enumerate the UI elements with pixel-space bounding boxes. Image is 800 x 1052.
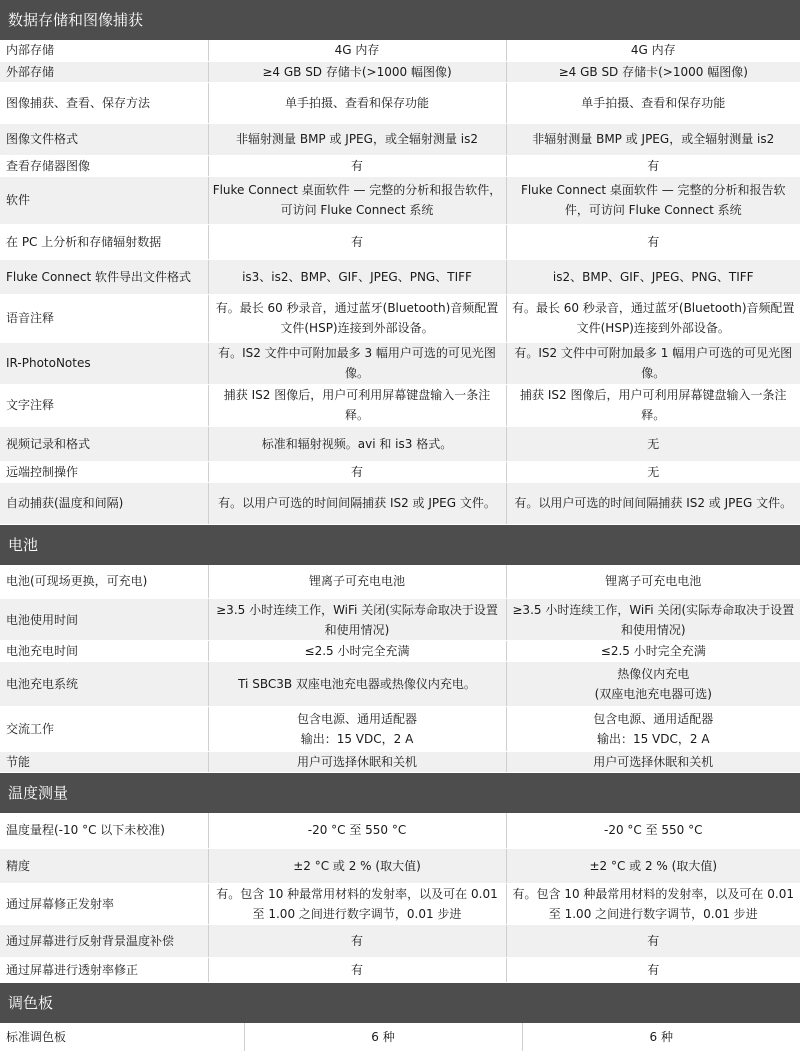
row-label: IR-PhotoNotes — [0, 342, 208, 384]
spec-table-storage — [0, 40, 800, 525]
table-row — [0, 641, 800, 662]
value-line: 输出：15 VDC，2 A — [213, 729, 502, 749]
value-model-a: 6 种 — [244, 1023, 522, 1052]
value-model-b: ≥3.5 小时连续工作，WiFi 关闭(实际寿命取决于设置和使用情况) — [506, 599, 800, 641]
table-row — [0, 752, 800, 773]
section-header-temperature: 温度测量 — [0, 773, 800, 813]
value-model-b: 非辐射测量 BMP 或 JPEG，或全辐射测量 is2 — [506, 123, 800, 155]
value-model-a: 单手拍摄、查看和保存功能 — [208, 82, 506, 123]
row-label: 通过屏幕修正发射率 — [0, 883, 208, 924]
row-label: 在 PC 上分析和存储辐射数据 — [0, 224, 208, 259]
value-model-b: Fluke Connect 桌面软件 — 完整的分析和报告软件，可访问 Fluke Connect 系统 — [506, 176, 800, 224]
row-label: 电池使用时间 — [0, 599, 208, 641]
value-model-a: 标准和辐射视频。avi 和 is3 格式。 — [208, 426, 506, 461]
value-model-a: Fluke Connect 桌面软件 — 完整的分析和报告软件，可访问 Fluke Connect 系统 — [208, 176, 506, 224]
value-model-b: ≥4 GB SD 存储卡(>1000 幅图像) — [506, 61, 800, 82]
value-model-a: ≤2.5 小时完全充满 — [208, 641, 506, 662]
table-row — [0, 294, 800, 342]
table-row — [0, 662, 800, 707]
value-model-a: is3、is2、BMP、GIF、JPEG、PNG、TIFF — [208, 259, 506, 294]
value-model-a: 有 — [208, 461, 506, 482]
value-model-b: 用户可选择休眠和关机 — [506, 752, 800, 773]
value-model-b — [506, 662, 800, 707]
table-row — [0, 813, 800, 848]
value-line: 包含电源、通用适配器 — [511, 709, 797, 729]
value-model-a: 有 — [208, 155, 506, 176]
value-model-a: ≥4 GB SD 存储卡(>1000 幅图像) — [208, 61, 506, 82]
value-model-a — [208, 707, 506, 752]
table-row — [0, 176, 800, 224]
value-model-a: 锂离子可充电电池 — [208, 565, 506, 599]
value-line: 热像仪内充电 — [511, 664, 797, 684]
value-model-a: ≥3.5 小时连续工作，WiFi 关闭(实际寿命取决于设置和使用情况) — [208, 599, 506, 641]
value-model-a: 有。最长 60 秒录音，通过蓝牙(Bluetooth)音频配置文件(HSP)连接到外部设备。 — [208, 294, 506, 342]
table-row — [0, 565, 800, 599]
value-model-b: 无 — [506, 461, 800, 482]
value-model-b: 有 — [506, 957, 800, 982]
row-label: 通过屏幕进行透射率修正 — [0, 957, 208, 982]
row-label: 语音注释 — [0, 294, 208, 342]
value-model-b: 单手拍摄、查看和保存功能 — [506, 82, 800, 123]
value-model-a: 捕获 IS2 图像后，用户可利用屏幕键盘输入一条注释。 — [208, 384, 506, 426]
value-model-a: 有 — [208, 957, 506, 982]
row-label: 电池(可现场更换，可充电) — [0, 565, 208, 599]
value-model-b: 有。以用户可选的时间间隔捕获 IS2 或 JPEG 文件。 — [506, 482, 800, 524]
row-label: 查看存储器图像 — [0, 155, 208, 176]
table-row — [0, 259, 800, 294]
value-model-b: is2、BMP、GIF、JPEG、PNG、TIFF — [506, 259, 800, 294]
value-model-b: 有。IS2 文件中可附加最多 1 幅用户可选的可见光图像。 — [506, 342, 800, 384]
value-line: (双座电池充电器可选) — [511, 684, 797, 704]
table-row — [0, 384, 800, 426]
value-model-b: 有。包含 10 种最常用材料的发射率，以及可在 0.01 至 1.00 之间进行数字调节，0.01 步进 — [506, 883, 800, 924]
value-model-a: 有 — [208, 224, 506, 259]
section-header-storage: 数据存储和图像捕获 — [0, 0, 800, 40]
table-row — [0, 482, 800, 524]
value-line: 包含电源、通用适配器 — [213, 709, 502, 729]
table-row — [0, 224, 800, 259]
row-label: 电池充电时间 — [0, 641, 208, 662]
value-model-a: 有。以用户可选的时间间隔捕获 IS2 或 JPEG 文件。 — [208, 482, 506, 524]
section-header-palette: 调色板 — [0, 983, 800, 1023]
row-label: Fluke Connect 软件导出文件格式 — [0, 259, 208, 294]
spec-table-temperature — [0, 813, 800, 983]
table-row — [0, 599, 800, 641]
value-model-a: 非辐射测量 BMP 或 JPEG，或全辐射测量 is2 — [208, 123, 506, 155]
table-row — [0, 82, 800, 123]
row-label: 软件 — [0, 176, 208, 224]
row-label: 图像文件格式 — [0, 123, 208, 155]
row-label: 节能 — [0, 752, 208, 773]
row-label: 远端控制操作 — [0, 461, 208, 482]
row-label: 标准调色板 — [0, 1023, 244, 1052]
spec-table-palette — [0, 1023, 800, 1052]
value-model-a: 有。包含 10 种最常用材料的发射率，以及可在 0.01 至 1.00 之间进行数字调节，0.01 步进 — [208, 883, 506, 924]
value-model-b: ≤2.5 小时完全充满 — [506, 641, 800, 662]
row-label: 精度 — [0, 848, 208, 883]
value-model-b: 无 — [506, 426, 800, 461]
value-model-a: 有 — [208, 924, 506, 957]
value-model-a: Ti SBC3B 双座电池充电器或热像仪内充电。 — [208, 662, 506, 707]
table-row — [0, 342, 800, 384]
value-model-b — [506, 707, 800, 752]
table-row — [0, 707, 800, 752]
table-row — [0, 957, 800, 982]
row-label: 温度量程(-10 °C 以下未校准) — [0, 813, 208, 848]
value-model-b: 锂离子可充电电池 — [506, 565, 800, 599]
row-label: 文字注释 — [0, 384, 208, 426]
table-row — [0, 1023, 800, 1052]
value-model-b: -20 °C 至 550 °C — [506, 813, 800, 848]
table-row — [0, 426, 800, 461]
value-model-a: 有。IS2 文件中可附加最多 3 幅用户可选的可见光图像。 — [208, 342, 506, 384]
table-row — [0, 461, 800, 482]
row-label: 视频记录和格式 — [0, 426, 208, 461]
value-model-a: 4G 内存 — [208, 40, 506, 61]
value-model-b: 有 — [506, 924, 800, 957]
table-row — [0, 848, 800, 883]
table-row — [0, 40, 800, 61]
value-model-b: 6 种 — [522, 1023, 800, 1052]
value-model-a: ±2 °C 或 2 % (取大值) — [208, 848, 506, 883]
spec-table-battery — [0, 565, 800, 774]
row-label: 图像捕获、查看、保存方法 — [0, 82, 208, 123]
row-label: 内部存储 — [0, 40, 208, 61]
section-header-battery: 电池 — [0, 525, 800, 565]
row-label: 外部存储 — [0, 61, 208, 82]
table-row — [0, 883, 800, 924]
table-row — [0, 123, 800, 155]
value-model-b: ±2 °C 或 2 % (取大值) — [506, 848, 800, 883]
row-label: 交流工作 — [0, 707, 208, 752]
value-model-b: 4G 内存 — [506, 40, 800, 61]
row-label: 通过屏幕进行反射背景温度补偿 — [0, 924, 208, 957]
row-label: 电池充电系统 — [0, 662, 208, 707]
table-row — [0, 924, 800, 957]
value-model-a: -20 °C 至 550 °C — [208, 813, 506, 848]
value-model-b: 捕获 IS2 图像后，用户可利用屏幕键盘输入一条注释。 — [506, 384, 800, 426]
value-line: 输出：15 VDC，2 A — [511, 729, 797, 749]
value-model-b: 有。最长 60 秒录音，通过蓝牙(Bluetooth)音频配置文件(HSP)连接到外部设备。 — [506, 294, 800, 342]
row-label: 自动捕获(温度和间隔) — [0, 482, 208, 524]
table-row — [0, 61, 800, 82]
value-model-b: 有 — [506, 224, 800, 259]
value-model-b: 有 — [506, 155, 800, 176]
value-model-a: 用户可选择休眠和关机 — [208, 752, 506, 773]
table-row — [0, 155, 800, 176]
